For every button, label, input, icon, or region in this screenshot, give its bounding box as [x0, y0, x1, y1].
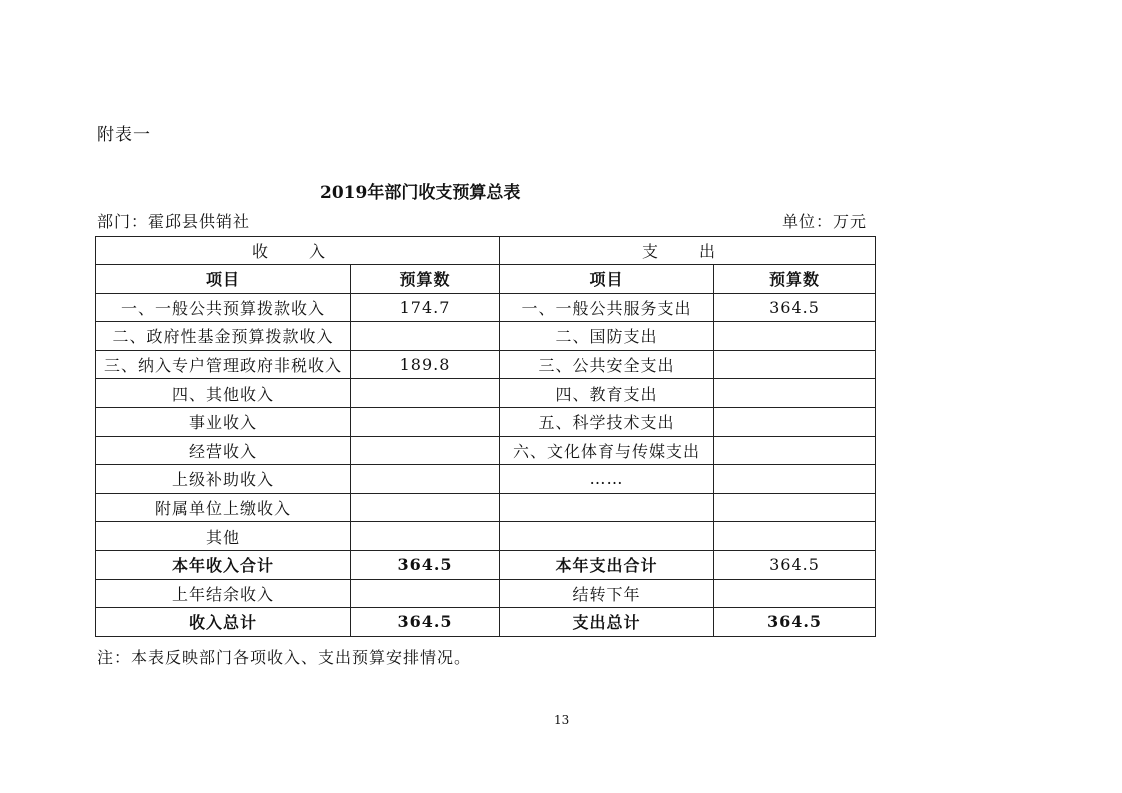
expense-budget-column-header: 预算数 — [714, 265, 876, 294]
page-number: 13 — [554, 713, 570, 727]
expense-item: 五、科学技术支出 — [500, 407, 714, 436]
table-row — [96, 550, 876, 579]
table-row — [96, 379, 876, 408]
income-item: 一、一般公共预算拨款收入 — [96, 293, 351, 322]
table-column-header-row — [96, 265, 876, 294]
income-value — [351, 379, 500, 408]
income-value — [351, 465, 500, 494]
income-total-label: 收入总计 — [96, 608, 351, 637]
expense-item: 三、公共安全支出 — [500, 350, 714, 379]
expense-value — [714, 350, 876, 379]
expense-subtotal-label: 本年支出合计 — [500, 550, 714, 579]
table-row — [96, 465, 876, 494]
expense-value — [714, 493, 876, 522]
income-value: 189.8 — [351, 350, 500, 379]
appendix-label: 附表一 — [97, 125, 151, 145]
income-value — [351, 579, 500, 608]
table-row — [96, 608, 876, 637]
page-title: 2019年部门收支预算总表 — [320, 183, 521, 203]
income-value — [351, 407, 500, 436]
table-row — [96, 579, 876, 608]
income-subtotal-label: 本年收入合计 — [96, 550, 351, 579]
expense-item: 四、教育支出 — [500, 379, 714, 408]
income-item: 经营收入 — [96, 436, 351, 465]
expense-item: …… — [500, 465, 714, 494]
expense-section-header: 支 出 — [500, 237, 876, 265]
expense-value — [714, 436, 876, 465]
expense-value: 364.5 — [714, 293, 876, 322]
department-label: 部门：霍邱县供销社 — [97, 212, 251, 231]
table-row — [96, 436, 876, 465]
table-note: 注：本表反映部门各项收入、支出预算安排情况。 — [97, 648, 472, 667]
income-item: 二、政府性基金预算拨款收入 — [96, 322, 351, 351]
income-subtotal-value: 364.5 — [351, 550, 500, 579]
income-item: 上年结余收入 — [96, 579, 351, 608]
income-value — [351, 522, 500, 551]
expense-item: 六、文化体育与传媒支出 — [500, 436, 714, 465]
table-row — [96, 493, 876, 522]
expense-value — [714, 465, 876, 494]
income-total-value: 364.5 — [351, 608, 500, 637]
expense-total-label: 支出总计 — [500, 608, 714, 637]
expense-total-value: 364.5 — [714, 608, 876, 637]
expense-item-column-header: 项目 — [500, 265, 714, 294]
income-section-header: 收 入 — [96, 237, 500, 265]
income-item: 附属单位上缴收入 — [96, 493, 351, 522]
expense-value — [714, 579, 876, 608]
income-item: 三、纳入专户管理政府非税收入 — [96, 350, 351, 379]
budget-table — [95, 236, 876, 637]
income-value — [351, 322, 500, 351]
table-row — [96, 522, 876, 551]
table-row — [96, 322, 876, 351]
income-value: 174.7 — [351, 293, 500, 322]
expense-item: 结转下年 — [500, 579, 714, 608]
expense-value — [714, 407, 876, 436]
expense-item — [500, 522, 714, 551]
table-row — [96, 293, 876, 322]
income-budget-column-header: 预算数 — [351, 265, 500, 294]
income-item: 上级补助收入 — [96, 465, 351, 494]
unit-label: 单位：万元 — [782, 212, 868, 231]
expense-item: 一、一般公共服务支出 — [500, 293, 714, 322]
table-row — [96, 350, 876, 379]
income-value — [351, 493, 500, 522]
income-item: 事业收入 — [96, 407, 351, 436]
table-section-header-row — [96, 237, 876, 265]
table-row — [96, 407, 876, 436]
income-item: 其他 — [96, 522, 351, 551]
expense-item: 二、国防支出 — [500, 322, 714, 351]
income-item-column-header: 项目 — [96, 265, 351, 294]
expense-subtotal-value: 364.5 — [714, 550, 876, 579]
expense-item — [500, 493, 714, 522]
expense-value — [714, 322, 876, 351]
income-value — [351, 436, 500, 465]
expense-value — [714, 522, 876, 551]
expense-value — [714, 379, 876, 408]
income-item: 四、其他收入 — [96, 379, 351, 408]
